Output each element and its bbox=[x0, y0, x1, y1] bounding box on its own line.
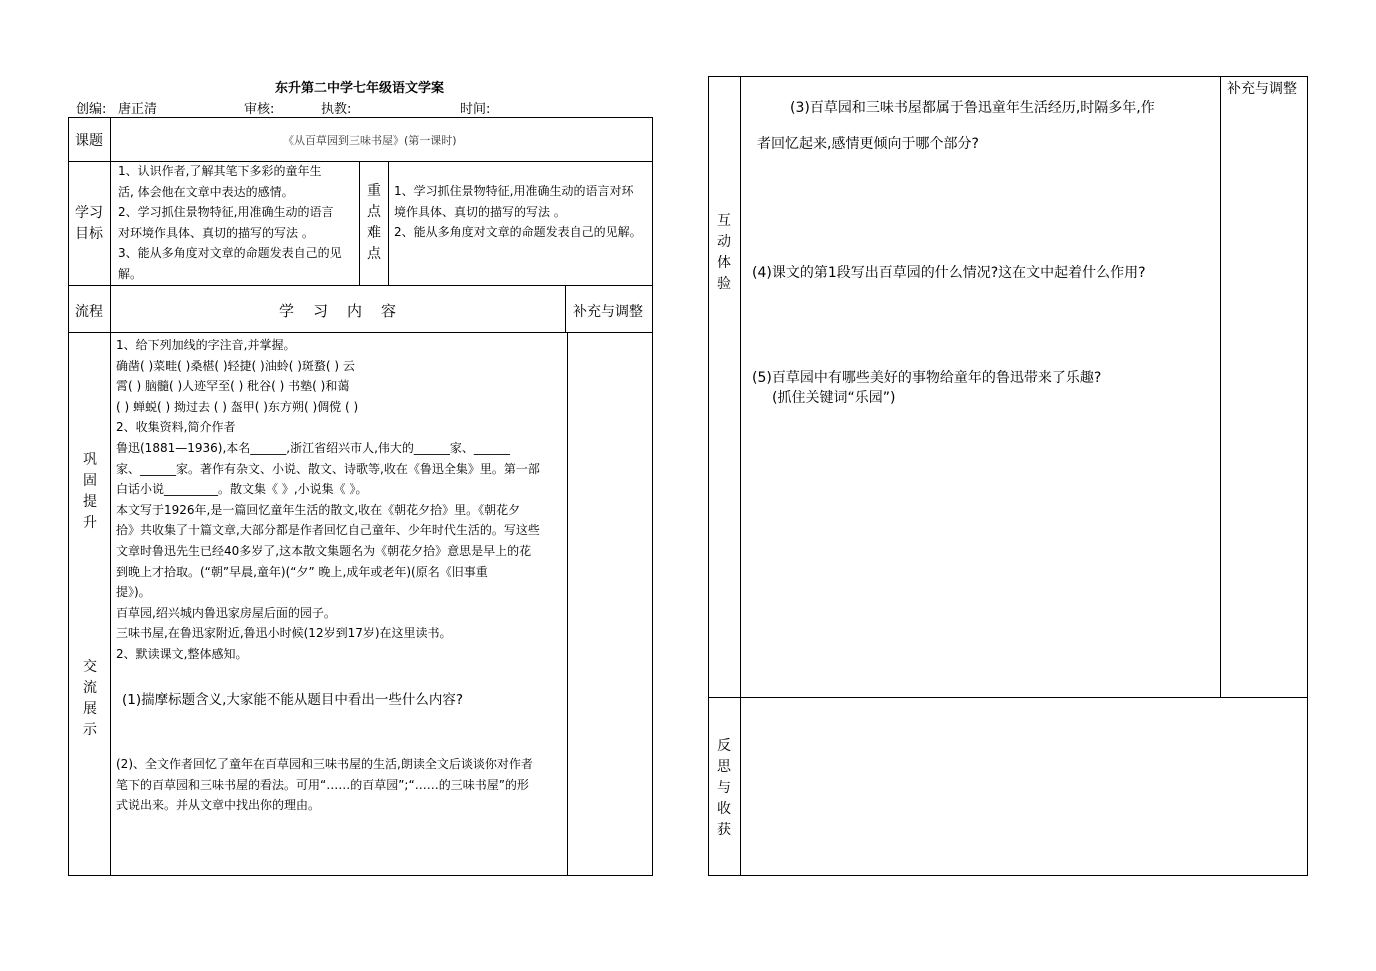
time-label: 时间: bbox=[460, 102, 491, 117]
goal-line: 2、学习抓住景物特征,用准确生动的语言 bbox=[118, 205, 334, 220]
goal-line: 3、能从多角度对文章的命题发表自己的见 bbox=[118, 246, 342, 261]
col-label-char: 动 bbox=[717, 234, 731, 250]
goal-line: 活, 体会他在文章中表达的感情。 bbox=[118, 184, 294, 199]
col-label-char: 体 bbox=[717, 255, 731, 271]
key-label-char: 点 bbox=[367, 246, 381, 262]
reflection-label bbox=[714, 736, 734, 841]
content-line: 确凿( )菜畦( )桑椹( )轻捷( )油蛉( )斑蝥( ) 云 bbox=[116, 358, 355, 373]
col-label-char: 巩 bbox=[83, 452, 97, 468]
key-label-char: 难 bbox=[367, 225, 381, 241]
goals-label bbox=[75, 203, 103, 245]
review-label: 审核: bbox=[244, 102, 275, 117]
question-3-line: (3)百草园和三味书屋都属于鲁迅童年生活经历,时隔多年,作 bbox=[790, 100, 1155, 116]
content-body bbox=[116, 335, 540, 665]
content-line: 2、收集资料,简介作者 bbox=[116, 420, 236, 435]
key-point-line: 境作具体、真切的描写的写法 。 bbox=[394, 204, 566, 219]
goals-label-line: 学习 bbox=[75, 205, 103, 221]
col-label-char: 展 bbox=[83, 701, 97, 717]
author-name: 唐正清 bbox=[118, 102, 158, 117]
col-label-char: 思 bbox=[717, 759, 731, 775]
content-line: 1、给下列加线的字注音,并掌握。 bbox=[116, 338, 296, 352]
key-label-char: 重 bbox=[367, 183, 381, 199]
content-line: 提》)。 bbox=[116, 585, 151, 600]
content-line: 家、______家。著作有杂文、小说、散文、诗歌等,收在《鲁迅全集》里。第一部 bbox=[116, 461, 540, 476]
exchange-label bbox=[80, 657, 100, 741]
supplement-label: 补充与调整 bbox=[573, 304, 643, 320]
goal-line: 对环境作具体、真切的描写的写法 。 bbox=[118, 225, 314, 240]
key-points-text bbox=[394, 181, 642, 243]
goals-label-line: 目标 bbox=[75, 226, 103, 242]
question-3-line: 者回忆起来,感情更倾向于哪个部分? bbox=[757, 136, 979, 152]
goal-line: 解。 bbox=[118, 266, 143, 281]
question-2-line: (2)、全文作者回忆了童年在百草园和三味书屋的生活,朗读全文后谈谈你对作者 bbox=[116, 757, 533, 771]
key-points-label bbox=[364, 181, 384, 265]
col-label-char: 示 bbox=[83, 722, 97, 738]
page-title: 东升第二中学七年级语文学案 bbox=[275, 81, 445, 96]
content-line: ( ) 蝉蜕( ) 拗过去 ( ) 盔甲( )东方朔( )倜傥 ( ) bbox=[116, 399, 359, 414]
teach-label: 执教: bbox=[321, 102, 352, 117]
col-label-char: 反 bbox=[717, 738, 731, 754]
question-5-hint: (抓住关键词“乐园”) bbox=[772, 390, 896, 406]
goal-line: 1、认识作者,了解其笔下多彩的童年生 bbox=[118, 164, 322, 178]
process-label: 流程 bbox=[75, 304, 103, 320]
content-line: 2、默读课文,整体感知。 bbox=[116, 646, 248, 661]
col-label-char: 交 bbox=[83, 659, 97, 675]
question-4: (4)课文的第1段写出百草园的什么情况?这在文中起着什么作用? bbox=[752, 265, 1146, 281]
col-label-char: 升 bbox=[83, 515, 97, 531]
question-2-line: 笔下的百草园和三味书屋的看法。可用“……的百草园”;“……的三味书屋”的形 bbox=[116, 777, 529, 792]
content-line: 拾》共收集了十篇文章,大部分都是作者回忆自己童年、少年时代生活的。写这些 bbox=[116, 523, 540, 538]
topic-value: 《从百草园到三味书屋》(第一课时) bbox=[283, 134, 457, 147]
content-line: 鲁迅(1881—1936),本名______,浙江省绍兴市人,伟大的______家、______ bbox=[116, 440, 510, 455]
content-line: 白话小说_________。散文集《 》,小说集《 》。 bbox=[116, 482, 368, 497]
question-2 bbox=[116, 754, 533, 816]
col-label-char: 互 bbox=[717, 213, 731, 229]
content-label: 学习内容 bbox=[279, 302, 416, 320]
key-point-line: 1、学习抓住景物特征,用准确生动的语言对环 bbox=[394, 184, 634, 198]
supplement-label-right: 补充与调整 bbox=[1227, 81, 1297, 97]
topic-label: 课题 bbox=[75, 133, 103, 149]
col-label-char: 获 bbox=[717, 822, 731, 838]
col-label-char: 提 bbox=[83, 494, 97, 510]
content-line: 三味书屋,在鲁迅家附近,鲁迅小时候(12岁到17岁)在这里读书。 bbox=[116, 626, 452, 641]
col-label-char: 固 bbox=[83, 473, 97, 489]
author-label: 创编: bbox=[76, 102, 107, 117]
goals-text bbox=[118, 161, 342, 285]
content-line: 到晚上才拾取。(“朝”早晨,童年)(“夕” 晚上,成年或老年)(原名《旧事重 bbox=[116, 564, 488, 579]
consolidate-label bbox=[80, 450, 100, 534]
col-label-char: 收 bbox=[717, 801, 731, 817]
content-line: 文章时鲁迅先生已经40多岁了,这本散文集题名为《朝花夕拾》意思是早上的花 bbox=[116, 543, 532, 558]
key-point-line: 2、能从多角度对文章的命题发表自己的见解。 bbox=[394, 225, 642, 240]
col-label-char: 与 bbox=[717, 780, 731, 796]
content-line: 本文写于1926年,是一篇回忆童年生活的散文,收在《朝花夕拾》里。《朝花夕 bbox=[116, 502, 521, 517]
question-1: (1)揣摩标题含义,大家能不能从题目中看出一些什么内容? bbox=[122, 692, 464, 708]
content-line: 百草园,绍兴城内鲁迅家房屋后面的园子。 bbox=[116, 605, 336, 620]
content-line: 霄( ) 脑髓( )人迹罕至( ) 秕谷( ) 书塾( )和蔼 bbox=[116, 379, 350, 394]
col-label-char: 验 bbox=[717, 276, 731, 292]
key-label-char: 点 bbox=[367, 204, 381, 220]
question-2-line: 式说出来。并从文章中找出你的理由。 bbox=[116, 798, 321, 813]
col-label-char: 流 bbox=[83, 680, 97, 696]
interactive-label bbox=[714, 211, 734, 295]
question-5: (5)百草园中有哪些美好的事物给童年的鲁迅带来了乐趣? bbox=[752, 370, 1102, 386]
